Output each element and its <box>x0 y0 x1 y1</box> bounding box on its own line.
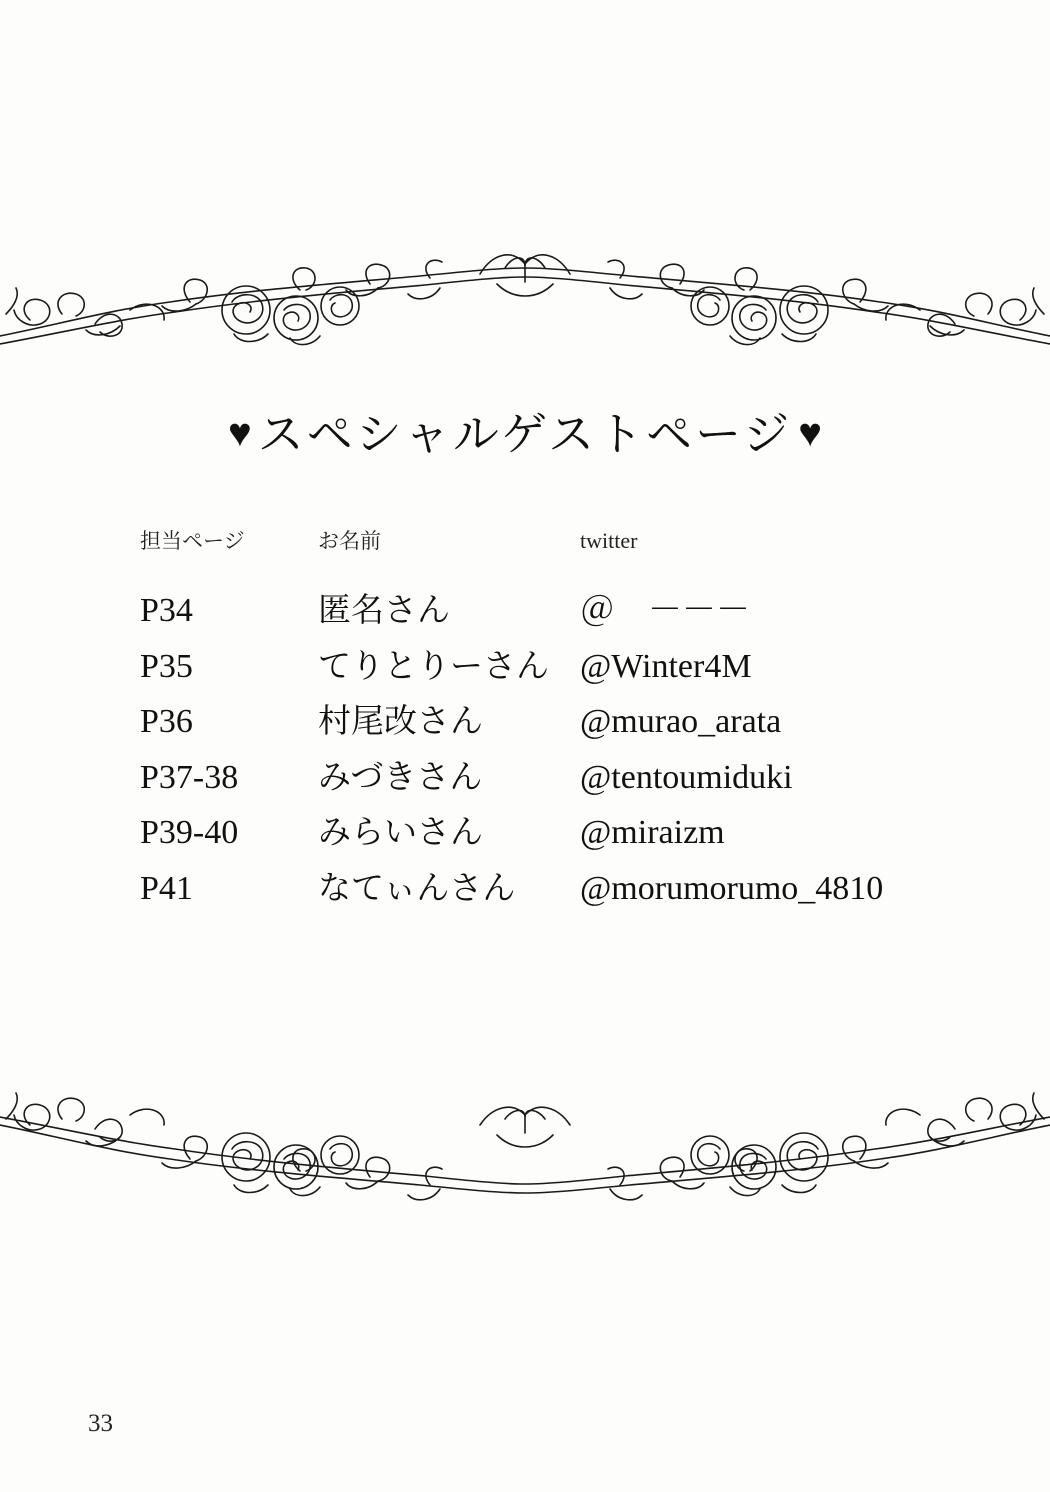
table-row <box>140 867 1000 911</box>
cell-page: P34 <box>140 592 193 629</box>
cell-name: 村尾改さん <box>318 701 483 741</box>
cell-page: P41 <box>140 869 193 907</box>
table-row <box>140 811 1000 855</box>
cell-twitter: @miraizm <box>580 814 725 852</box>
cell-page: P39-40 <box>140 814 239 852</box>
cell-twitter: ＠ －－－ <box>580 592 750 629</box>
heart-icon-right: ♥ <box>798 410 822 455</box>
heart-icon-left: ♥ <box>228 410 252 455</box>
column-header-twitter: twitter <box>580 528 638 553</box>
column-header-name: お名前 <box>318 529 381 553</box>
cell-name: てりとりーさん <box>318 645 549 685</box>
cell-name: みづきさん <box>318 756 483 796</box>
table-row <box>140 700 1000 744</box>
cell-twitter: @Winter4M <box>580 647 752 685</box>
cell-page: P37-38 <box>140 758 239 796</box>
page-title-text: スペシャルゲストページ <box>257 407 793 461</box>
cell-page: P36 <box>140 703 193 741</box>
table-row <box>140 589 1000 633</box>
page-number: 33 <box>88 1410 113 1437</box>
table-row <box>140 756 1000 800</box>
floral-border-bottom-icon <box>0 1085 1050 1215</box>
column-header-page: 担当ページ <box>140 529 245 553</box>
cell-name: みらいさん <box>318 812 483 852</box>
cell-name: 匿名さん <box>318 590 450 629</box>
cell-name: なてぃんさん <box>318 867 516 907</box>
cell-page: P35 <box>140 647 193 685</box>
table-row <box>140 645 1000 689</box>
cell-twitter: @tentoumiduki <box>580 758 793 796</box>
cell-twitter: @morumorumo_4810 <box>580 869 884 907</box>
page-title <box>0 398 1050 464</box>
cell-twitter: @murao_arata <box>580 703 782 741</box>
guest-table <box>140 525 1000 922</box>
floral-border-top-icon <box>0 240 1050 370</box>
table-header-row <box>140 525 1000 555</box>
